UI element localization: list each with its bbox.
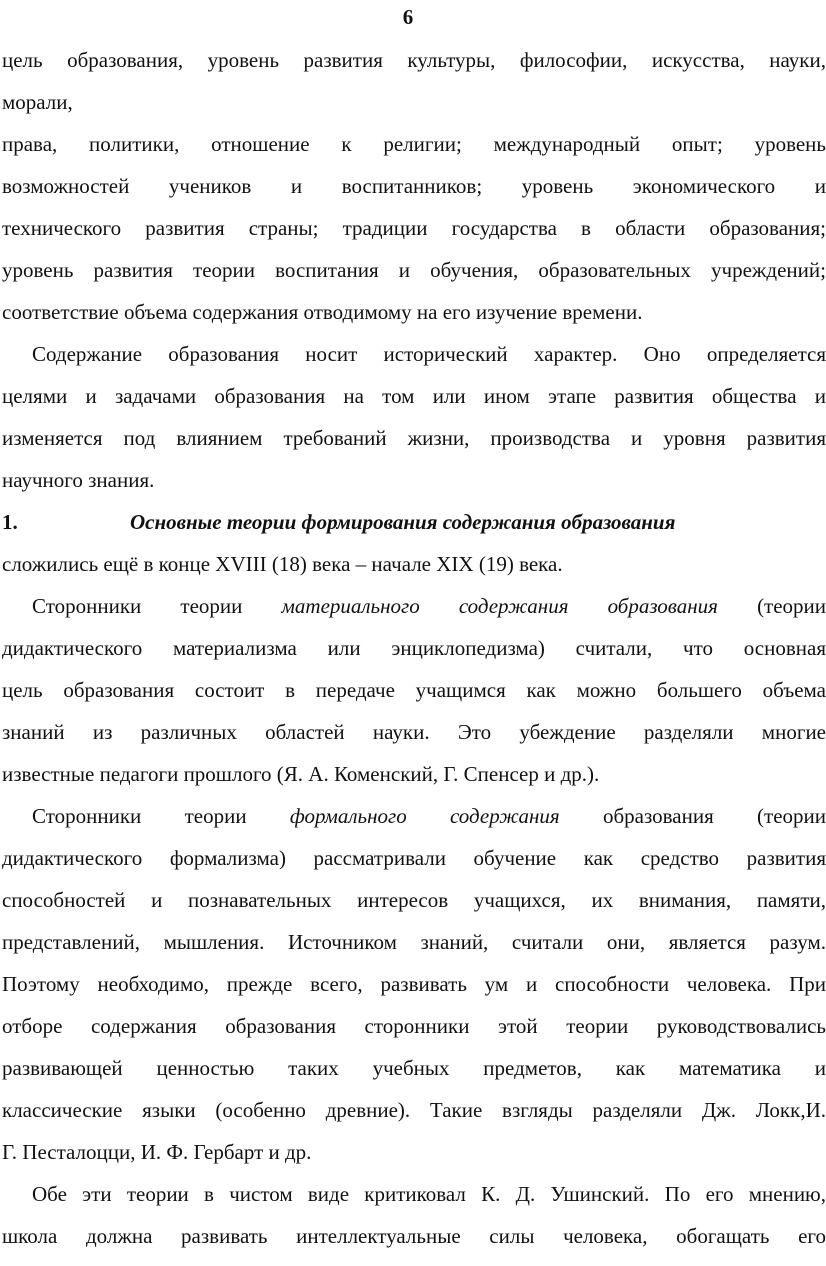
text-line: морали, — [2, 90, 73, 114]
text-line: изменяется под влиянием требований жизни, производства и уровня развития — [2, 426, 826, 450]
italic-term: материального содержания образования — [281, 594, 718, 618]
text-line: отборе содержания образования сторонники этой теории руководствовались — [2, 1014, 826, 1038]
text-fragment: (теории — [757, 594, 826, 618]
text-line: дидактического материализма или энциклопедизма) считали, что основная — [2, 636, 826, 660]
text-line: школа должна развивать интеллектуальные силы человека, обогащать его — [2, 1224, 826, 1248]
text-line: целями и задачами образования на том или ином этапе развития общества и — [2, 384, 826, 408]
text-line: возможностей учеников и воспитанников; уровень экономического и — [2, 174, 826, 198]
text-line: соответствие объема содержания отводимому на его изучение времени. — [2, 300, 643, 324]
section-heading — [2, 501, 826, 543]
paragraph-first-line: Содержание образования носит исторический характер. Оно определяется — [32, 342, 826, 366]
text-line: технического развития страны; традиции государства в области образования; — [2, 216, 826, 240]
page-number: 6 — [402, 5, 414, 29]
paragraph-first-line: Обе эти теории в чистом виде критиковал К. Д. Ушинский. По его мнению, — [32, 1182, 826, 1206]
text-line: цель образования, уровень развития культуры, философии, искусства, науки, — [2, 48, 826, 72]
text-line: дидактического формализма) рассматривали обучение как средство развития — [2, 846, 826, 870]
text-line: знаний из различных областей науки. Это убеждение разделяли многие — [2, 720, 826, 744]
body-text — [2, 39, 826, 1257]
text-line: классические языки (особенно древние). Такие взгляды разделяли Дж. Локк,И. — [2, 1098, 826, 1122]
text-line: сложились ещё в конце XVIII (18) века – начале XIX (19) века. — [2, 552, 563, 576]
text-fragment: образования (теории — [602, 804, 826, 828]
section-title: Основные теории формирования содержания образования — [130, 510, 676, 534]
text-line: развивающей ценностью таких учебных предметов, как математика и — [2, 1056, 826, 1080]
paragraph-first-line — [2, 795, 826, 837]
text-line: Г. Песталоцци, И. Ф. Гербарт и др. — [2, 1140, 312, 1164]
text-line: права, политики, отношение к религии; международный опыт; уровень — [2, 132, 826, 156]
text-line: способностей и познавательных интересов учащихся, их внимания, памяти, — [2, 888, 826, 912]
text-line: научного знания. — [2, 468, 155, 492]
text-line: известные педагоги прошлого (Я. А. Коменский, Г. Спенсер и др.). — [2, 762, 600, 786]
text-line: уровень развития теории воспитания и обучения, образовательных учреждений; — [2, 258, 826, 282]
paragraph-first-line — [2, 585, 826, 627]
section-number: 1. — [2, 510, 18, 534]
text-line: представлений, мышления. Источником знаний, считали они, является разум. — [2, 930, 826, 954]
italic-term: формального содержания — [289, 804, 560, 828]
text-fragment: Сторонники теории — [32, 594, 243, 618]
text-line: Поэтому необходимо, прежде всего, развивать ум и способности человека. При — [2, 972, 826, 996]
text-fragment: Сторонники теории — [32, 804, 247, 828]
text-line: цель образования состоит в передаче учащимся как можно большего объема — [2, 678, 826, 702]
